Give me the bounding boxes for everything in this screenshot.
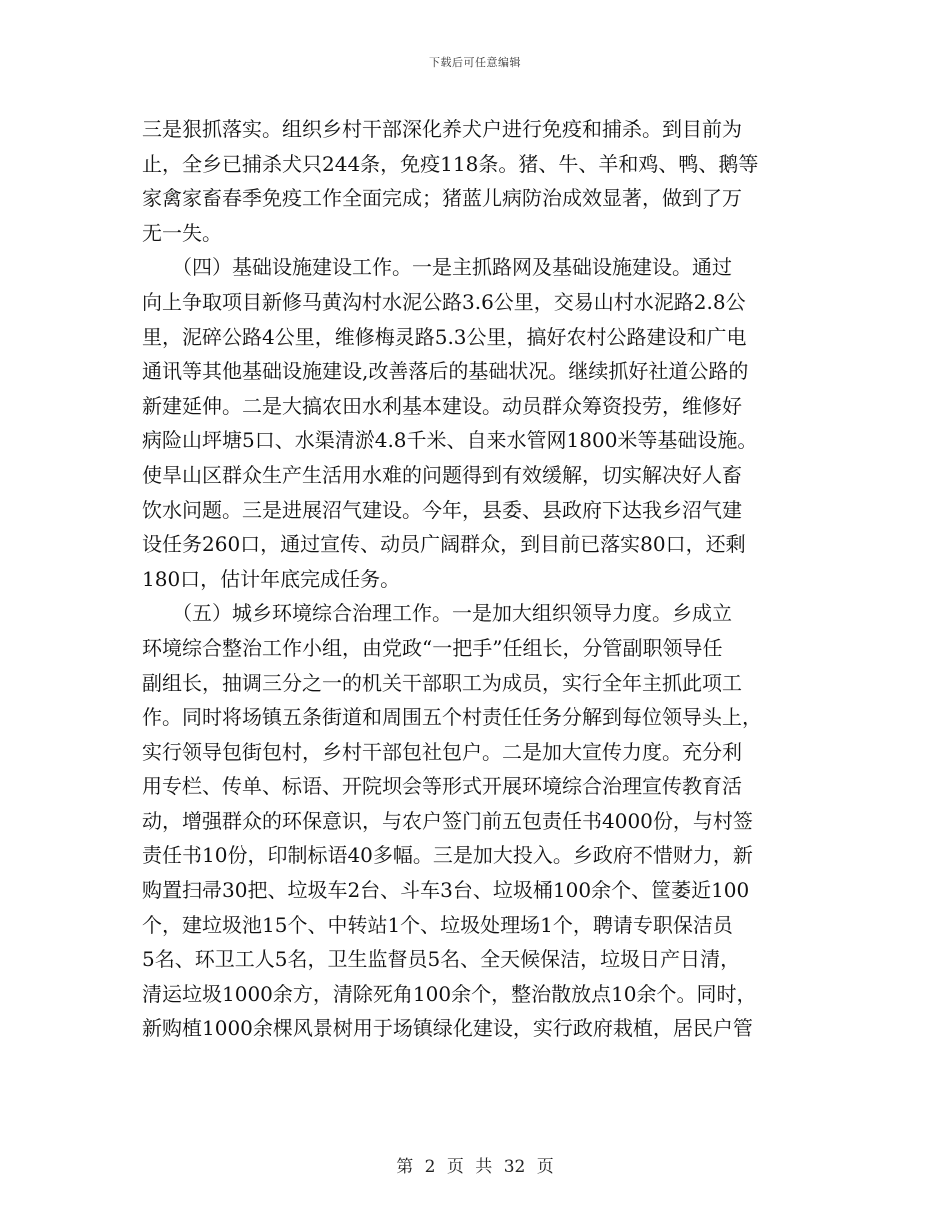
total-unit: 页 xyxy=(536,1157,554,1177)
body-line: 止，全乡已捕杀犬只244条，免疫118条。猪、牛、羊和鸡、鸭、鹅等 xyxy=(142,151,759,176)
body-line: 作。同时将场镇五条街道和周围五个村责任任务分解到每位领导头上， xyxy=(142,705,762,730)
body-line: 动，增强群众的环保意识，与农户签门前五包责任书4000份，与村签 xyxy=(142,808,753,833)
body-line: 使旱山区群众生产生活用水难的问题得到有效缓解，切实解决好人畜 xyxy=(142,462,742,487)
page-footer xyxy=(0,1152,950,1177)
body-line: （五）城乡环境综合治理工作。一是加大组织领导力度。乡成立 xyxy=(142,601,732,626)
body-line: 实行领导包街包村，乡村干部包社包户。二是加大宣传力度。充分利 xyxy=(142,739,742,764)
body-line: 副组长，抽调三分之一的机关干部职工为成员，实行全年主抓此项工 xyxy=(142,670,742,695)
body-line: 病险山坪塘5口、水渠清淤4.8千米、自来水管网1800米等基础设施。 xyxy=(142,428,758,453)
page-number: 2 xyxy=(424,1157,436,1177)
body-line: 新购植1000余棵风景树用于场镇绿化建设，实行政府栽植，居民户管 xyxy=(142,1016,753,1041)
body-line: （四）基础设施建设工作。一是主抓路网及基础设施建设。通过 xyxy=(142,255,732,280)
body-line: 通讯等其他基础设施建设,改善落后的基础状况。继续抓好社道公路的 xyxy=(142,359,749,384)
body-line: 饮水问题。三是进展沼气建设。今年，县委、县政府下达我乡沼气建 xyxy=(142,497,742,522)
body-line: 环境综合整治工作小组，由党政“一把手”任组长，分管副职领导任 xyxy=(142,635,723,660)
body-line: 设任务260口，通过宣传、动员广阔群众，到目前已落实80口，还剩 xyxy=(142,532,746,557)
body-line: 180口，估计年底完成任务。 xyxy=(142,566,401,591)
body-line: 用专栏、传单、标语、开院坝会等形式开展环境综合治理宣传教育活 xyxy=(142,774,742,799)
body-line: 里，泥碎公路4公里，维修梅灵路5.3公里，搞好农村公路建设和广电 xyxy=(142,324,747,349)
body-line: 向上争取项目新修马黄沟村水泥公路3.6公里，交易山村水泥路2.8公 xyxy=(142,289,746,314)
body-line: 家禽家畜春季免疫工作全面完成；猪蓝儿病防治成效显著，做到了万 xyxy=(142,186,742,211)
page-header: 下载后可任意编辑 xyxy=(429,56,521,69)
body-line: 三是狠抓落实。组织乡村干部深化养犬户进行免疫和捕杀。到目前为 xyxy=(142,117,742,141)
total-pages: 32 xyxy=(503,1157,526,1177)
body-line: 清运垃圾1000余方，清除死角100余个，整治散放点10余个。同时， xyxy=(142,981,757,1006)
body-line: 新建延伸。二是大搞农田水利基本建设。动员群众筹资投劳，维修好 xyxy=(142,393,742,418)
total-word: 共 xyxy=(475,1157,493,1177)
body-line: 购置扫帚30把、垃圾车2台、斗车3台、垃圾桶100余个、筐萎近100 xyxy=(142,878,750,903)
document-body xyxy=(142,112,812,1046)
body-line: 5名、环卫工人5名，卫生监督员5名、全天候保洁，垃圾日产日清， xyxy=(142,947,741,972)
page-word: 第 xyxy=(396,1157,414,1177)
body-line: 无一失。 xyxy=(142,220,222,245)
page-unit: 页 xyxy=(446,1157,464,1177)
body-line: 个，建垃圾池15个、中转站1个、垃圾处理场1个，聘请专职保洁员 xyxy=(142,912,733,937)
body-line: 责任书10份，印制标语40多幅。三是加大投入。乡政府不惜财力，新 xyxy=(142,843,753,868)
